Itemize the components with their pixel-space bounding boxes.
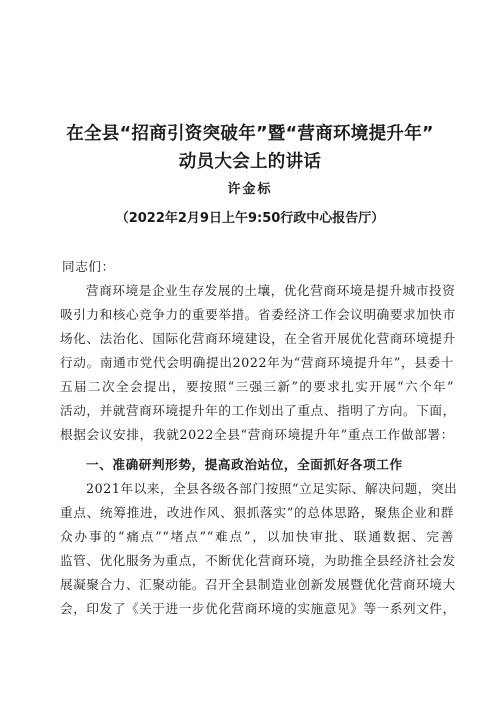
paragraph-line: 2021年以来，全县各级各部门按照“立足实际、解决问题，突出 [86,481,458,496]
title-line-2: 动员大会上的讲话 [178,152,322,172]
paragraph-line: 行动。南通市党代会明确提出2022年为“营商环境提升年”，县委十 [60,355,454,370]
paragraph-line: 场化、法治化、国际化营商环境建设，在全省开展优化营商环境提升 [60,331,456,346]
paragraph-line: 众办事的“痛点”“堵点”“难点”，以加快审批、联通数据、完善 [60,529,454,544]
author-name: 许金标 [227,182,273,197]
paragraph-line: 展凝聚合力、汇聚动能。召开全县制造业创新发展暨优化营商环境大 [60,577,456,592]
paragraph-line: 会，印发了《关于进一步优化营商环境的实施意见》等一系列文件， [60,601,456,616]
paragraph-line: 重点、统筹推进，改进作风、狠抓落实”的总体思路，聚焦企业和群 [60,505,454,520]
paragraph-line: 五届二次全会提出，要按照“三强三新”的要求扎实开展“六个年” [60,379,454,394]
title-line-1: 在全县“招商引资突破年”暨“营商环境提升年” [66,124,434,144]
paragraph-line: 监管、优化服务为重点，不断优化营商环境，为助推全县经济社会发 [60,553,456,568]
paragraph-line: 活动，并就营商环境提升年的工作划出了重点、指明了方向。下面， [60,403,456,418]
salutation: 同志们： [62,259,115,274]
paragraph-line: 根据会议安排，我就2022全县“营商环境提升年”重点工作做部署： [60,427,454,442]
paragraph-line: 吸引力和核心竞争力的重要举措。省委经济工作会议明确要求加快市 [60,307,456,322]
dateline: （2022年2月9日上午9:50行政中心报告厅） [115,211,385,226]
section-heading-1: 一、准确研判形势，提高政治站位，全面抓好各项工作 [86,457,403,472]
paragraph-line: 营商环境是企业生存发展的土壤，优化营商环境是提升城市投资 [86,283,456,298]
